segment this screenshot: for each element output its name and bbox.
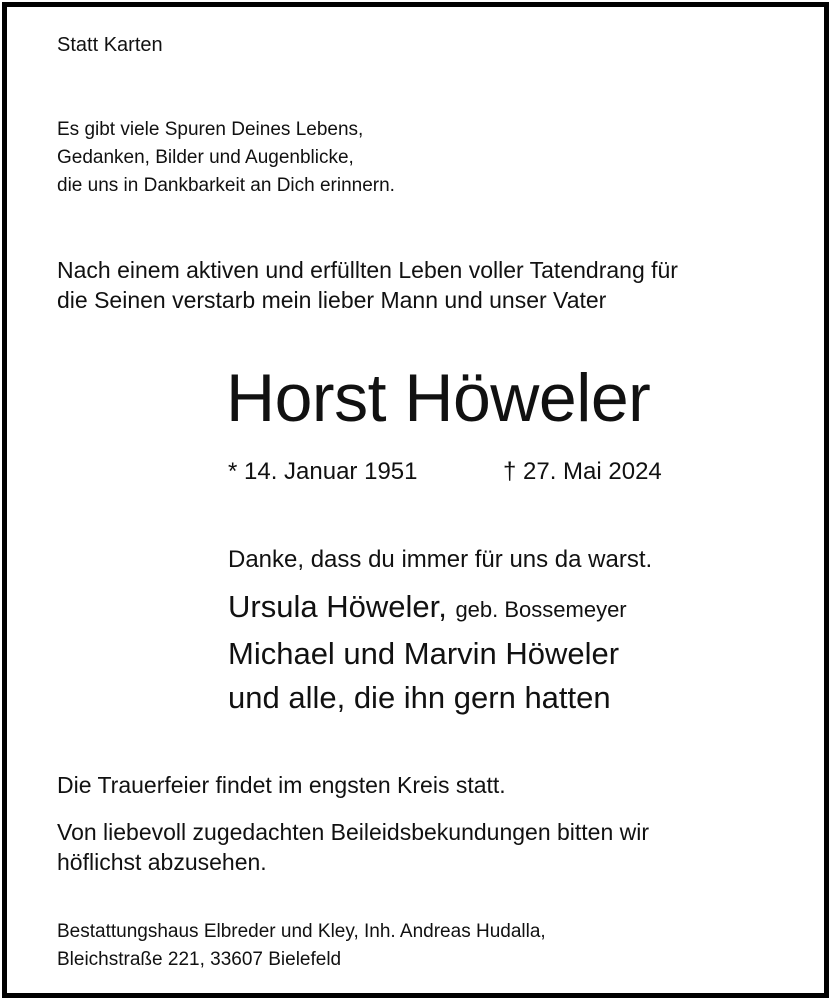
mourner-line: Michael und Marvin Höweler <box>228 636 620 671</box>
ceremony-text: Die Trauerfeier findet im engsten Kreis statt. <box>57 772 506 798</box>
funeral-home-line: Bleichstraße 221, 33607 Bielefeld <box>57 949 342 970</box>
header-text: Statt Karten <box>57 34 163 56</box>
death-date: † 27. Mai 2024 <box>503 458 662 485</box>
mourner-name: Ursula Höweler, <box>228 589 447 624</box>
thanks-line: Danke, dass du immer für uns da warst. <box>228 546 653 573</box>
poem-line: die uns in Dankbarkeit an Dich erinnern. <box>57 175 395 196</box>
birth-date: * 14. Januar 1951 <box>228 458 418 485</box>
intro-line: Nach einem aktiven und erfüllten Leben voller Tatendrang für <box>57 257 678 283</box>
funeral-home-line: Bestattungshaus Elbreder und Kley, Inh. Andreas Hudalla, <box>57 921 546 942</box>
mourner-line <box>228 591 627 622</box>
condolences-line: Von liebevoll zugedachten Beileidsbekundungen bitten wir <box>57 819 650 845</box>
intro-line: die Seinen verstarb mein lieber Mann und unser Vater <box>57 287 607 313</box>
maiden-name-note: geb. Bossemeyer <box>455 597 627 622</box>
poem-line: Gedanken, Bilder und Augenblicke, <box>57 147 354 168</box>
poem-line: Es gibt viele Spuren Deines Lebens, <box>57 119 364 140</box>
deceased-name: Horst Höweler <box>226 360 651 436</box>
mourner-line: und alle, die ihn gern hatten <box>228 680 611 715</box>
condolences-line: höflichst abzusehen. <box>57 849 267 875</box>
